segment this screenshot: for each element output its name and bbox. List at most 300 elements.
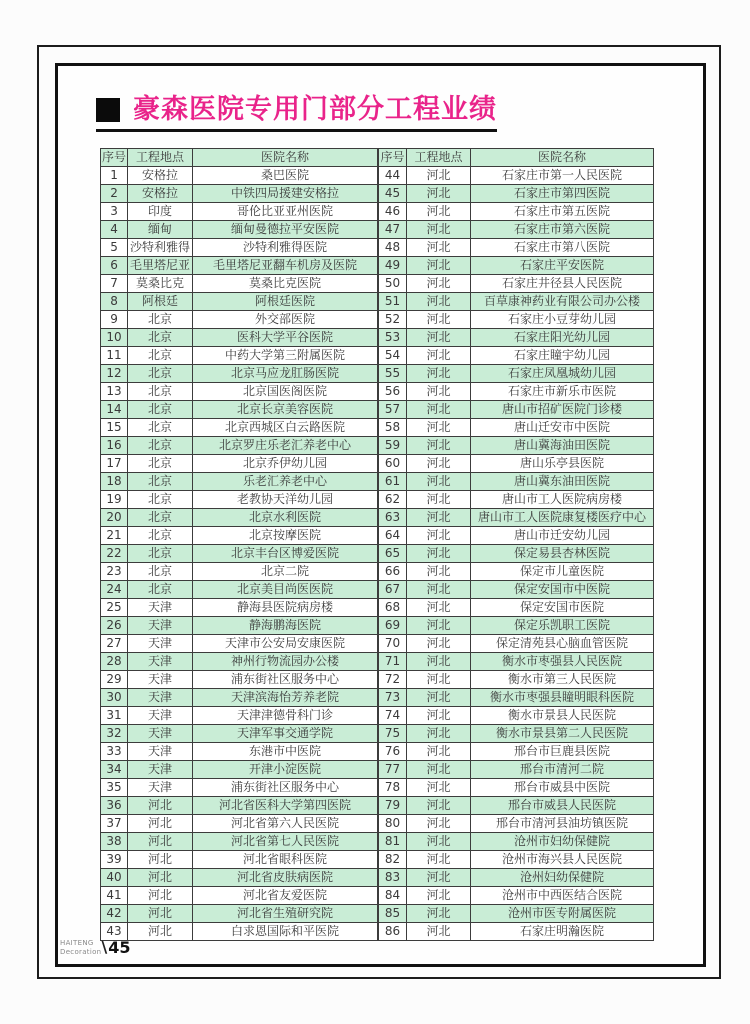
column-header-number: 序号	[379, 149, 407, 167]
row-number-cell: 22	[101, 545, 128, 563]
hospital-name-cell: 衡水市景县人民医院	[471, 707, 654, 725]
hospital-name-cell: 北京丰台区博爱医院	[193, 545, 378, 563]
table-row	[379, 383, 654, 401]
project-location-cell: 北京	[128, 509, 193, 527]
hospital-name-cell: 衡水市景县第二人民医院	[471, 725, 654, 743]
table-row	[379, 617, 654, 635]
table-row	[379, 599, 654, 617]
projects-table-left	[100, 148, 378, 941]
hospital-name-cell: 石家庄凤凰城幼儿园	[471, 365, 654, 383]
project-location-cell: 河北	[407, 761, 471, 779]
column-header-number: 序号	[101, 149, 128, 167]
project-location-cell: 河北	[407, 707, 471, 725]
project-location-cell: 天津	[128, 689, 193, 707]
row-number-cell: 78	[379, 779, 407, 797]
table-row	[379, 923, 654, 941]
project-location-cell: 河北	[407, 743, 471, 761]
table-row	[101, 797, 378, 815]
row-number-cell: 10	[101, 329, 128, 347]
project-location-cell: 河北	[407, 887, 471, 905]
table-row	[101, 491, 378, 509]
hospital-name-cell: 河北省第七人民医院	[193, 833, 378, 851]
hospital-name-cell: 石家庄井径县人民医院	[471, 275, 654, 293]
hospital-name-cell: 石家庄市第五医院	[471, 203, 654, 221]
row-number-cell: 66	[379, 563, 407, 581]
hospital-name-cell: 邢台市威县人民医院	[471, 797, 654, 815]
project-location-cell: 北京	[128, 527, 193, 545]
table-row	[379, 311, 654, 329]
brand-line2: Decoration	[60, 947, 102, 956]
table-row	[379, 653, 654, 671]
hospital-name-cell: 阿根廷医院	[193, 293, 378, 311]
table-row	[379, 527, 654, 545]
table-row	[101, 509, 378, 527]
row-number-cell: 60	[379, 455, 407, 473]
hospital-name-cell: 哥伦比亚亚州医院	[193, 203, 378, 221]
hospital-name-cell: 毛里塔尼亚翻车机房及医院	[193, 257, 378, 275]
row-number-cell: 7	[101, 275, 128, 293]
hospital-name-cell: 北京按摩医院	[193, 527, 378, 545]
row-number-cell: 12	[101, 365, 128, 383]
row-number-cell: 16	[101, 437, 128, 455]
table-row	[379, 725, 654, 743]
hospital-name-cell: 邢台市巨鹿县医院	[471, 743, 654, 761]
project-location-cell: 天津	[128, 707, 193, 725]
hospital-name-cell: 石家庄市第八医院	[471, 239, 654, 257]
project-location-cell: 河北	[128, 869, 193, 887]
hospital-name-cell: 北京西城区白云路医院	[193, 419, 378, 437]
table-row	[101, 563, 378, 581]
table-row	[379, 671, 654, 689]
hospital-name-cell: 浦东街社区服务中心	[193, 779, 378, 797]
table-row	[101, 293, 378, 311]
project-location-cell: 河北	[407, 437, 471, 455]
hospital-name-cell: 沧州市中西医结合医院	[471, 887, 654, 905]
hospital-name-cell: 石家庄市第四医院	[471, 185, 654, 203]
row-number-cell: 58	[379, 419, 407, 437]
project-location-cell: 莫桑比克	[128, 275, 193, 293]
row-number-cell: 83	[379, 869, 407, 887]
row-number-cell: 21	[101, 527, 128, 545]
table-row	[101, 275, 378, 293]
row-number-cell: 28	[101, 653, 128, 671]
table-row	[379, 707, 654, 725]
project-location-cell: 天津	[128, 617, 193, 635]
row-number-cell: 17	[101, 455, 128, 473]
footer-brand	[60, 938, 131, 957]
table-row	[101, 761, 378, 779]
header-row	[101, 149, 378, 167]
hospital-name-cell: 衡水市枣强县瞳明眼科医院	[471, 689, 654, 707]
row-number-cell: 34	[101, 761, 128, 779]
hospital-name-cell: 邢台市清河县油坊镇医院	[471, 815, 654, 833]
project-location-cell: 北京	[128, 365, 193, 383]
row-number-cell: 55	[379, 365, 407, 383]
table-row	[101, 545, 378, 563]
table-row	[101, 653, 378, 671]
row-number-cell: 30	[101, 689, 128, 707]
hospital-name-cell: 东港市中医院	[193, 743, 378, 761]
hospital-name-cell: 石家庄小豆芽幼儿园	[471, 311, 654, 329]
project-location-cell: 河北	[407, 797, 471, 815]
hospital-name-cell: 唐山冀海油田医院	[471, 437, 654, 455]
project-location-cell: 河北	[407, 239, 471, 257]
project-location-cell: 天津	[128, 761, 193, 779]
hospital-name-cell: 乐老汇养老中心	[193, 473, 378, 491]
project-location-cell: 缅甸	[128, 221, 193, 239]
hospital-name-cell: 中铁四局援建安格拉	[193, 185, 378, 203]
hospital-name-cell: 浦东街社区服务中心	[193, 671, 378, 689]
hospital-name-cell: 北京马应龙肛肠医院	[193, 365, 378, 383]
hospital-name-cell: 河北省第六人民医院	[193, 815, 378, 833]
table-row	[379, 293, 654, 311]
table-row	[379, 491, 654, 509]
project-location-cell: 河北	[407, 779, 471, 797]
project-location-cell: 河北	[128, 923, 193, 941]
table-row	[101, 527, 378, 545]
project-location-cell: 河北	[407, 365, 471, 383]
hospital-name-cell: 天津市公安局安康医院	[193, 635, 378, 653]
table-row	[101, 455, 378, 473]
row-number-cell: 15	[101, 419, 128, 437]
row-number-cell: 40	[101, 869, 128, 887]
table-row	[101, 923, 378, 941]
project-location-cell: 河北	[407, 401, 471, 419]
project-location-cell: 北京	[128, 491, 193, 509]
project-location-cell: 河北	[407, 869, 471, 887]
row-number-cell: 38	[101, 833, 128, 851]
project-location-cell: 北京	[128, 473, 193, 491]
hospital-name-cell: 医科大学平谷医院	[193, 329, 378, 347]
project-location-cell: 河北	[407, 203, 471, 221]
hospital-name-cell: 桑巴医院	[193, 167, 378, 185]
row-number-cell: 70	[379, 635, 407, 653]
project-location-cell: 北京	[128, 581, 193, 599]
table-row	[101, 203, 378, 221]
hospital-name-cell: 北京乔伊幼儿园	[193, 455, 378, 473]
row-number-cell: 8	[101, 293, 128, 311]
table-row	[379, 203, 654, 221]
project-location-cell: 河北	[407, 383, 471, 401]
row-number-cell: 9	[101, 311, 128, 329]
hospital-name-cell: 百草康神药业有限公司办公楼	[471, 293, 654, 311]
project-location-cell: 河北	[407, 347, 471, 365]
table-row	[101, 383, 378, 401]
table-row	[101, 257, 378, 275]
project-location-cell: 河北	[407, 851, 471, 869]
row-number-cell: 80	[379, 815, 407, 833]
project-location-cell: 河北	[128, 797, 193, 815]
row-number-cell: 36	[101, 797, 128, 815]
project-location-cell: 河北	[407, 455, 471, 473]
project-location-cell: 安格拉	[128, 185, 193, 203]
row-number-cell: 39	[101, 851, 128, 869]
hospital-name-cell: 保定市儿童医院	[471, 563, 654, 581]
project-location-cell: 河北	[128, 905, 193, 923]
column-header-location: 工程地点	[407, 149, 471, 167]
table-row	[379, 905, 654, 923]
project-location-cell: 北京	[128, 311, 193, 329]
row-number-cell: 51	[379, 293, 407, 311]
hospital-name-cell: 北京二院	[193, 563, 378, 581]
hospital-name-cell: 唐山市招矿医院门诊楼	[471, 401, 654, 419]
hospital-name-cell: 缅甸曼德拉平安医院	[193, 221, 378, 239]
table-row	[101, 905, 378, 923]
project-location-cell: 河北	[407, 581, 471, 599]
table-row	[379, 257, 654, 275]
hospital-name-cell: 白求恩国际和平医院	[193, 923, 378, 941]
row-number-cell: 11	[101, 347, 128, 365]
project-location-cell: 河北	[128, 833, 193, 851]
project-location-cell: 北京	[128, 347, 193, 365]
table-row	[379, 167, 654, 185]
table-row	[101, 779, 378, 797]
table-row	[101, 851, 378, 869]
project-location-cell: 河北	[407, 293, 471, 311]
project-location-cell: 河北	[407, 509, 471, 527]
project-location-cell: 北京	[128, 545, 193, 563]
table-row	[101, 329, 378, 347]
column-header-hospital: 医院名称	[471, 149, 654, 167]
row-number-cell: 76	[379, 743, 407, 761]
hospital-name-cell: 河北省眼科医院	[193, 851, 378, 869]
row-number-cell: 26	[101, 617, 128, 635]
hospital-name-cell: 河北省皮肤病医院	[193, 869, 378, 887]
project-location-cell: 河北	[407, 671, 471, 689]
row-number-cell: 85	[379, 905, 407, 923]
hospital-name-cell: 北京国医阁医院	[193, 383, 378, 401]
row-number-cell: 37	[101, 815, 128, 833]
project-location-cell: 河北	[407, 221, 471, 239]
row-number-cell: 72	[379, 671, 407, 689]
project-location-cell: 北京	[128, 329, 193, 347]
row-number-cell: 31	[101, 707, 128, 725]
table-row	[101, 365, 378, 383]
project-location-cell: 天津	[128, 743, 193, 761]
column-header-hospital: 医院名称	[193, 149, 378, 167]
hospital-name-cell: 石家庄市第六医院	[471, 221, 654, 239]
project-location-cell: 河北	[407, 257, 471, 275]
table-row	[101, 815, 378, 833]
hospital-name-cell: 石家庄阳光幼儿园	[471, 329, 654, 347]
table-row	[101, 725, 378, 743]
table-row	[379, 761, 654, 779]
hospital-name-cell: 静海县医院病房楼	[193, 599, 378, 617]
project-location-cell: 河北	[407, 275, 471, 293]
table-row	[101, 167, 378, 185]
row-number-cell: 25	[101, 599, 128, 617]
project-location-cell: 河北	[128, 887, 193, 905]
row-number-cell: 59	[379, 437, 407, 455]
project-location-cell: 北京	[128, 383, 193, 401]
row-number-cell: 49	[379, 257, 407, 275]
table-row	[101, 599, 378, 617]
row-number-cell: 56	[379, 383, 407, 401]
hospital-name-cell: 沧州妇幼保健院	[471, 869, 654, 887]
row-number-cell: 50	[379, 275, 407, 293]
project-location-cell: 北京	[128, 437, 193, 455]
row-number-cell: 3	[101, 203, 128, 221]
row-number-cell: 42	[101, 905, 128, 923]
hospital-name-cell: 保定安国市医院	[471, 599, 654, 617]
hospital-name-cell: 河北省医科大学第四医院	[193, 797, 378, 815]
hospital-name-cell: 中药大学第三附属医院	[193, 347, 378, 365]
project-location-cell: 安格拉	[128, 167, 193, 185]
hospital-name-cell: 沙特利雅得医院	[193, 239, 378, 257]
row-number-cell: 64	[379, 527, 407, 545]
row-number-cell: 6	[101, 257, 128, 275]
project-location-cell: 河北	[128, 851, 193, 869]
project-location-cell: 沙特利雅得	[128, 239, 193, 257]
table-row	[379, 545, 654, 563]
hospital-name-cell: 石家庄市第一人民医院	[471, 167, 654, 185]
table-row	[379, 635, 654, 653]
hospital-name-cell: 沧州市海兴县人民医院	[471, 851, 654, 869]
row-number-cell: 75	[379, 725, 407, 743]
row-number-cell: 86	[379, 923, 407, 941]
row-number-cell: 79	[379, 797, 407, 815]
hospital-name-cell: 唐山市工人医院康复楼医疗中心	[471, 509, 654, 527]
row-number-cell: 14	[101, 401, 128, 419]
table-row	[101, 401, 378, 419]
row-number-cell: 67	[379, 581, 407, 599]
hospital-name-cell: 天津军事交通学院	[193, 725, 378, 743]
row-number-cell: 18	[101, 473, 128, 491]
table-row	[101, 185, 378, 203]
project-location-cell: 河北	[407, 617, 471, 635]
table-row	[379, 401, 654, 419]
hospital-name-cell: 衡水市第三人民医院	[471, 671, 654, 689]
row-number-cell: 2	[101, 185, 128, 203]
hospital-name-cell: 石家庄瞳宇幼儿园	[471, 347, 654, 365]
hospital-name-cell: 保定安国市中医院	[471, 581, 654, 599]
hospital-name-cell: 保定乐凯职工医院	[471, 617, 654, 635]
table-row	[379, 869, 654, 887]
table-row	[379, 887, 654, 905]
project-location-cell: 天津	[128, 653, 193, 671]
project-location-cell: 印度	[128, 203, 193, 221]
table-row	[101, 347, 378, 365]
table-row	[379, 833, 654, 851]
project-location-cell: 北京	[128, 455, 193, 473]
hospital-name-cell: 开津小淀医院	[193, 761, 378, 779]
row-number-cell: 24	[101, 581, 128, 599]
table-row	[379, 455, 654, 473]
page-title-block	[96, 96, 497, 132]
hospital-name-cell: 唐山冀东油田医院	[471, 473, 654, 491]
row-number-cell: 41	[101, 887, 128, 905]
table-row	[101, 743, 378, 761]
row-number-cell: 48	[379, 239, 407, 257]
page-number: 45	[108, 938, 131, 957]
project-location-cell: 天津	[128, 779, 193, 797]
table-row	[101, 887, 378, 905]
hospital-name-cell: 神州行物流园办公楼	[193, 653, 378, 671]
hospital-name-cell: 衡水市枣强县人民医院	[471, 653, 654, 671]
table-row	[379, 419, 654, 437]
table-row	[379, 437, 654, 455]
row-number-cell: 46	[379, 203, 407, 221]
project-location-cell: 河北	[407, 725, 471, 743]
project-location-cell: 河北	[407, 635, 471, 653]
row-number-cell: 61	[379, 473, 407, 491]
table-row	[379, 743, 654, 761]
table-row	[379, 221, 654, 239]
project-location-cell: 河北	[407, 653, 471, 671]
row-number-cell: 33	[101, 743, 128, 761]
hospital-name-cell: 石家庄市新乐市医院	[471, 383, 654, 401]
project-location-cell: 河北	[407, 491, 471, 509]
table-row	[379, 797, 654, 815]
project-location-cell: 天津	[128, 599, 193, 617]
project-location-cell: 天津	[128, 671, 193, 689]
row-number-cell: 71	[379, 653, 407, 671]
table-row	[379, 185, 654, 203]
row-number-cell: 19	[101, 491, 128, 509]
project-location-cell: 北京	[128, 419, 193, 437]
row-number-cell: 82	[379, 851, 407, 869]
hospital-name-cell: 沧州市医专附属医院	[471, 905, 654, 923]
hospital-name-cell: 河北省生殖研究院	[193, 905, 378, 923]
project-location-cell: 河北	[407, 563, 471, 581]
project-location-cell: 天津	[128, 635, 193, 653]
hospital-name-cell: 石家庄平安医院	[471, 257, 654, 275]
table-row	[379, 563, 654, 581]
hospital-name-cell: 石家庄明瀚医院	[471, 923, 654, 941]
projects-table-right	[378, 148, 654, 941]
table-row	[101, 581, 378, 599]
row-number-cell: 23	[101, 563, 128, 581]
hospital-name-cell: 天津津德骨科门诊	[193, 707, 378, 725]
hospital-name-cell: 保定清苑县心脑血管医院	[471, 635, 654, 653]
row-number-cell: 4	[101, 221, 128, 239]
hospital-name-cell: 沧州市妇幼保健院	[471, 833, 654, 851]
row-number-cell: 43	[101, 923, 128, 941]
row-number-cell: 44	[379, 167, 407, 185]
table-row	[101, 833, 378, 851]
project-location-cell: 河北	[407, 329, 471, 347]
row-number-cell: 65	[379, 545, 407, 563]
row-number-cell: 13	[101, 383, 128, 401]
table-row	[101, 221, 378, 239]
row-number-cell: 54	[379, 347, 407, 365]
project-location-cell: 河北	[407, 599, 471, 617]
row-number-cell: 53	[379, 329, 407, 347]
table-row	[101, 473, 378, 491]
row-number-cell: 74	[379, 707, 407, 725]
row-number-cell: 84	[379, 887, 407, 905]
brand-line1: HAITENG	[60, 939, 94, 948]
row-number-cell: 69	[379, 617, 407, 635]
table-row	[101, 419, 378, 437]
project-location-cell: 河北	[407, 833, 471, 851]
hospital-name-cell: 外交部医院	[193, 311, 378, 329]
hospital-name-cell: 北京水利医院	[193, 509, 378, 527]
table-row	[379, 815, 654, 833]
project-location-cell: 河北	[128, 815, 193, 833]
project-location-cell: 河北	[407, 689, 471, 707]
project-location-cell: 河北	[407, 167, 471, 185]
row-number-cell: 81	[379, 833, 407, 851]
hospital-name-cell: 保定易县杏林医院	[471, 545, 654, 563]
table-row	[379, 239, 654, 257]
hospital-name-cell: 唐山市迁安幼儿园	[471, 527, 654, 545]
project-location-cell: 河北	[407, 185, 471, 203]
project-location-cell: 河北	[407, 815, 471, 833]
header-row	[379, 149, 654, 167]
row-number-cell: 27	[101, 635, 128, 653]
row-number-cell: 32	[101, 725, 128, 743]
